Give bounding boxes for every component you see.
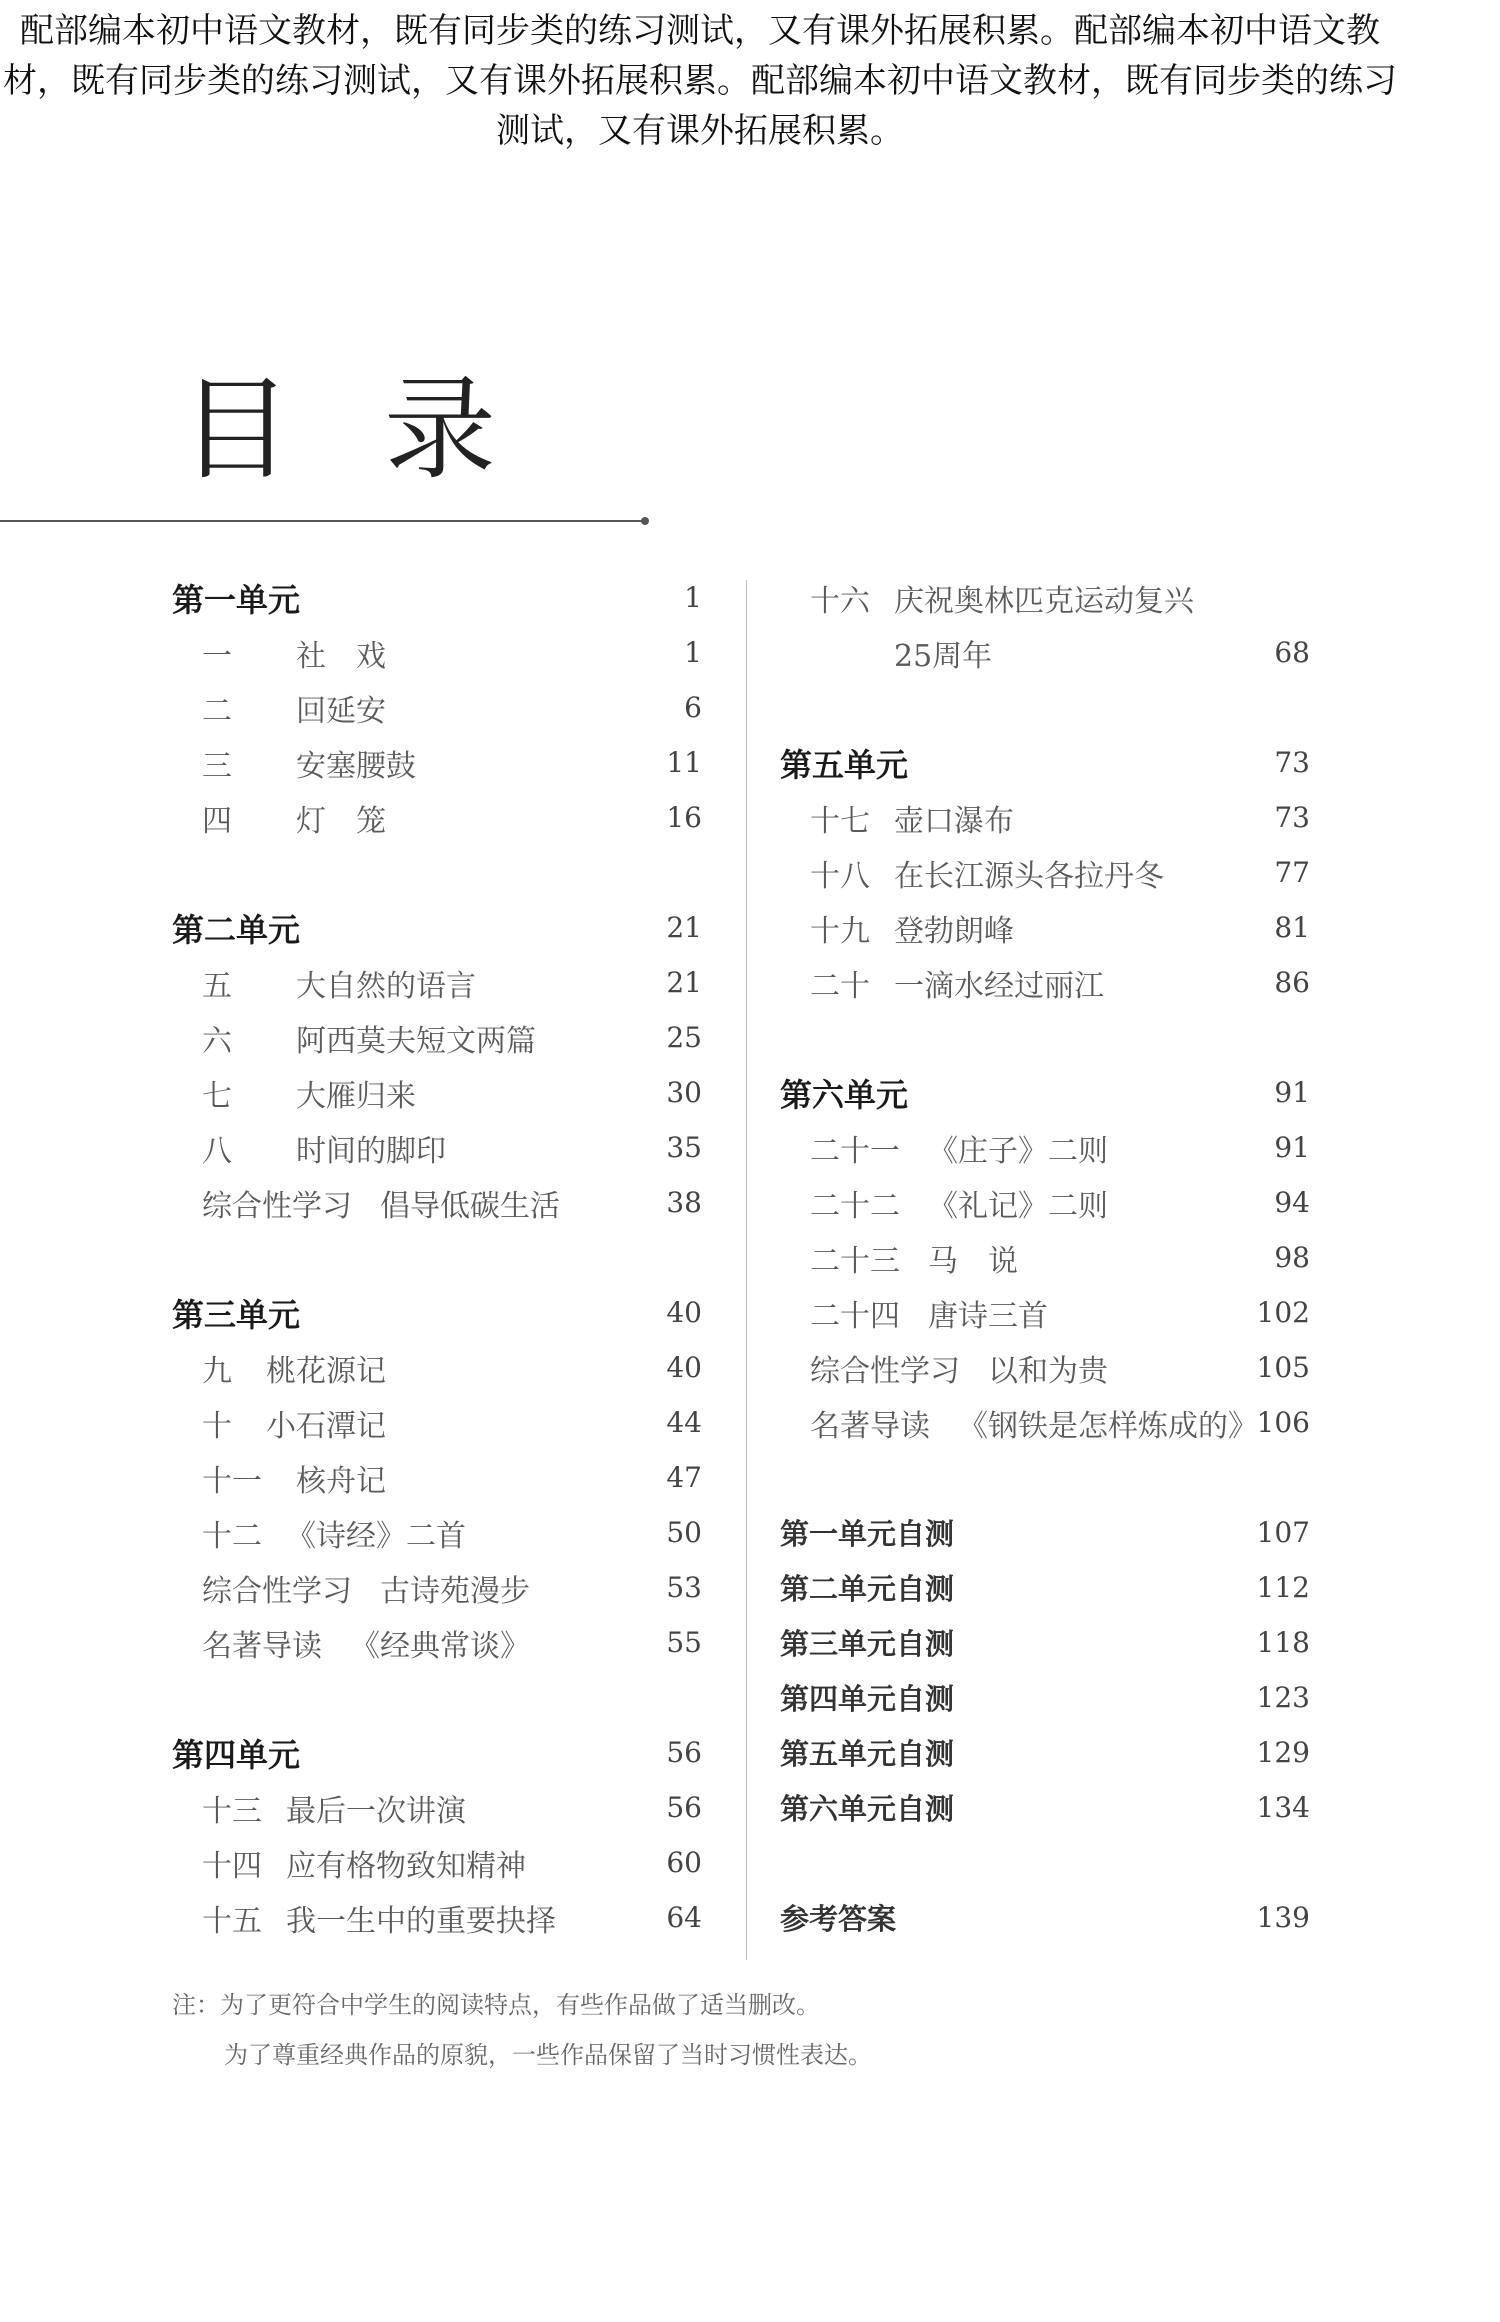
self-test-label: 第一单元自测 <box>780 1517 955 1551</box>
lesson-title: 《经典常谈》 <box>350 1628 530 1664</box>
toc-entry[interactable] <box>780 570 1310 625</box>
toc-entry[interactable] <box>172 1560 702 1615</box>
page-number: 16 <box>666 801 702 834</box>
toc-entry[interactable] <box>172 1065 702 1120</box>
lesson-number: 十九 <box>810 913 870 949</box>
section-type: 名著导读 <box>810 1408 930 1444</box>
toc-unit[interactable] <box>172 900 702 955</box>
spacer <box>172 845 702 900</box>
lesson-title: 倡导低碳生活 <box>380 1188 560 1224</box>
spacer <box>172 1670 702 1725</box>
toc-entry[interactable] <box>780 845 1310 900</box>
toc-entry[interactable] <box>172 625 702 680</box>
toc-entry-continued[interactable] <box>780 625 1310 680</box>
lesson-title: 一滴水经过丽江 <box>894 968 1104 1004</box>
section-type: 名著导读 <box>202 1628 322 1664</box>
page-number: 68 <box>1274 636 1310 669</box>
section-type: 综合性学习 <box>202 1188 352 1224</box>
spacer <box>780 1450 1310 1505</box>
page-number: 134 <box>1256 1791 1310 1824</box>
page-number: 55 <box>666 1626 702 1659</box>
lesson-title: 应有格物致知精神 <box>286 1848 526 1884</box>
lesson-title: 我一生中的重要抉择 <box>286 1903 556 1939</box>
toc-unit[interactable] <box>780 1065 1310 1120</box>
toc-entry[interactable] <box>172 735 702 790</box>
page-number: 53 <box>666 1571 702 1604</box>
banner-text: 配部编本初中语文教材，既有同步类的练习测试，又有课外拓展积累。配部编本初中语文教材，既有同步类的练习测试，又有课外拓展积累。配部编本初中语文教材，既有同步类的练习测试，又有课外拓展积累。 <box>3 11 1397 151</box>
toc-entry[interactable] <box>172 1120 702 1175</box>
toc-entry[interactable] <box>172 1890 702 1945</box>
lesson-number: 十三 <box>202 1793 262 1829</box>
self-test-label: 第五单元自测 <box>780 1737 955 1771</box>
page-number: 35 <box>666 1131 702 1164</box>
toc-unit[interactable] <box>780 735 1310 790</box>
toc-unit[interactable] <box>172 1285 702 1340</box>
lesson-title: 大雁归来 <box>296 1078 416 1114</box>
toc-entry[interactable] <box>172 790 702 845</box>
toc-entry[interactable] <box>172 1340 702 1395</box>
lesson-title: 马 说 <box>928 1243 1018 1279</box>
spacer <box>172 1230 702 1285</box>
unit-label: 第三单元 <box>172 1295 301 1334</box>
page-number: 30 <box>666 1076 702 1109</box>
lesson-title: 回延安 <box>296 693 386 729</box>
section-type: 综合性学习 <box>202 1573 352 1609</box>
page-number: 40 <box>666 1351 702 1384</box>
footnote-line-1: 注：为了更符合中学生的阅读特点，有些作品做了适当删改。 <box>172 1991 820 2019</box>
toc-entry[interactable] <box>172 1010 702 1065</box>
page-number: 60 <box>666 1846 702 1879</box>
section-type: 综合性学习 <box>810 1353 960 1389</box>
page-number: 64 <box>666 1901 702 1934</box>
lesson-title: 大自然的语言 <box>296 968 476 1004</box>
toc-entry[interactable] <box>780 900 1310 955</box>
lesson-number: 十 <box>202 1408 232 1444</box>
lesson-number: 二十四 <box>810 1298 900 1334</box>
lesson-number: 二十一 <box>810 1133 900 1169</box>
toc-right-column <box>780 570 1310 1945</box>
lesson-title: 最后一次讲演 <box>286 1793 466 1829</box>
page-number: 139 <box>1256 1901 1310 1934</box>
page-number: 91 <box>1274 1131 1310 1164</box>
page-number: 11 <box>666 746 702 779</box>
lesson-title: 《庄子》二则 <box>928 1133 1108 1169</box>
page-number: 73 <box>1274 801 1310 834</box>
lesson-title: 灯 笼 <box>296 803 386 839</box>
lesson-number: 十六 <box>810 583 870 619</box>
title-divider <box>0 520 648 522</box>
lesson-number: 七 <box>202 1078 232 1114</box>
toc-self-test[interactable] <box>780 1725 1310 1780</box>
toc-self-test[interactable] <box>780 1560 1310 1615</box>
lesson-number: 二十二 <box>810 1188 900 1224</box>
page-number: 50 <box>666 1516 702 1549</box>
footnote <box>172 1980 872 2080</box>
unit-label: 第四单元 <box>172 1735 301 1774</box>
unit-label: 第一单元 <box>172 580 301 619</box>
page-number: 106 <box>1256 1406 1310 1439</box>
toc-self-test[interactable] <box>780 1615 1310 1670</box>
toc-entry[interactable] <box>780 1120 1310 1175</box>
toc-unit[interactable] <box>172 1725 702 1780</box>
page-number: 44 <box>666 1406 702 1439</box>
toc-entry[interactable] <box>172 1505 702 1560</box>
spacer <box>780 1835 1310 1890</box>
page-number: 25 <box>666 1021 702 1054</box>
toc-unit[interactable] <box>172 570 702 625</box>
toc-answers[interactable] <box>780 1890 1310 1945</box>
lesson-number: 二 <box>202 693 232 729</box>
lesson-title: 古诗苑漫步 <box>380 1573 530 1609</box>
page-number: 6 <box>684 691 702 724</box>
lesson-title: 唐诗三首 <box>928 1298 1048 1334</box>
page-number: 107 <box>1256 1516 1310 1549</box>
lesson-title: 以和为贵 <box>988 1353 1108 1389</box>
lesson-title: 《诗经》二首 <box>286 1518 466 1554</box>
toc-self-test[interactable] <box>780 1505 1310 1560</box>
lesson-number: 九 <box>202 1353 232 1389</box>
toc-self-test[interactable] <box>780 1670 1310 1725</box>
toc-entry[interactable] <box>780 1395 1310 1450</box>
column-divider <box>746 580 747 1960</box>
self-test-label: 第四单元自测 <box>780 1682 955 1716</box>
lesson-title: 在长江源头各拉丹冬 <box>894 858 1164 894</box>
page-number: 56 <box>666 1736 702 1769</box>
toc-self-test[interactable] <box>780 1780 1310 1835</box>
toc-entry[interactable] <box>172 1780 702 1835</box>
lesson-title-continued: 25周年 <box>894 638 993 674</box>
unit-label: 第五单元 <box>780 745 909 784</box>
page-number: 105 <box>1256 1351 1310 1384</box>
lesson-number: 五 <box>202 968 232 1004</box>
toc-entry[interactable] <box>172 1395 702 1450</box>
lesson-title: 《钢铁是怎样炼成的》 <box>958 1408 1258 1444</box>
self-test-label: 第三单元自测 <box>780 1627 955 1661</box>
page-number: 91 <box>1274 1076 1310 1109</box>
self-test-label: 第六单元自测 <box>780 1792 955 1826</box>
lesson-number: 一 <box>202 638 232 674</box>
lesson-title: 桃花源记 <box>266 1353 386 1389</box>
toc-entry[interactable] <box>780 1340 1310 1395</box>
page-number: 129 <box>1256 1736 1310 1769</box>
lesson-number: 十七 <box>810 803 870 839</box>
lesson-number: 二十 <box>810 968 870 1004</box>
page-number: 118 <box>1256 1626 1310 1659</box>
page-number: 102 <box>1256 1296 1310 1329</box>
page-number: 112 <box>1256 1571 1310 1604</box>
lesson-number: 八 <box>202 1133 232 1169</box>
lesson-number: 二十三 <box>810 1243 900 1279</box>
lesson-title: 壶口瀑布 <box>894 803 1014 839</box>
answers-label: 参考答案 <box>780 1902 897 1936</box>
lesson-number: 三 <box>202 748 232 784</box>
toc-entry[interactable] <box>172 680 702 735</box>
lesson-number: 十八 <box>810 858 870 894</box>
page-number: 38 <box>666 1186 702 1219</box>
toc-entry[interactable] <box>780 1230 1310 1285</box>
toc-entry[interactable] <box>780 955 1310 1010</box>
page-number: 94 <box>1274 1186 1310 1219</box>
page-number: 47 <box>666 1461 702 1494</box>
page-number: 86 <box>1274 966 1310 999</box>
toc-entry[interactable] <box>172 1450 702 1505</box>
page-number: 1 <box>684 581 702 614</box>
unit-label: 第二单元 <box>172 910 301 949</box>
lesson-title: 庆祝奥林匹克运动复兴 <box>894 583 1194 619</box>
page-number: 123 <box>1256 1681 1310 1714</box>
lesson-number: 十五 <box>202 1903 262 1939</box>
toc-entry[interactable] <box>780 1175 1310 1230</box>
page-number: 73 <box>1274 746 1310 779</box>
lesson-title: 安塞腰鼓 <box>296 748 416 784</box>
page-number: 1 <box>684 636 702 669</box>
lesson-title: 时间的脚印 <box>296 1133 446 1169</box>
lesson-number: 六 <box>202 1023 232 1059</box>
lesson-title: 核舟记 <box>296 1463 386 1499</box>
page-number: 21 <box>666 911 702 944</box>
toc-entry[interactable] <box>172 1175 702 1230</box>
page-number: 40 <box>666 1296 702 1329</box>
footnote-line-2: 为了尊重经典作品的原貌，一些作品保留了当时习惯性表达。 <box>224 2041 872 2069</box>
lesson-title: 阿西莫夫短文两篇 <box>296 1023 536 1059</box>
toc-entry[interactable] <box>172 955 702 1010</box>
lesson-number: 十二 <box>202 1518 262 1554</box>
page-number: 21 <box>666 966 702 999</box>
title-divider-dot <box>641 517 649 525</box>
page-number: 56 <box>666 1791 702 1824</box>
page-title: 目录 <box>180 365 588 495</box>
toc-entry[interactable] <box>172 1615 702 1670</box>
toc-left-column <box>172 570 702 1945</box>
lesson-number: 十一 <box>202 1463 262 1499</box>
unit-label: 第六单元 <box>780 1075 909 1114</box>
lesson-number: 四 <box>202 803 232 839</box>
page-number: 77 <box>1274 856 1310 889</box>
page-number: 98 <box>1274 1241 1310 1274</box>
toc-entry[interactable] <box>172 1835 702 1890</box>
self-test-label: 第二单元自测 <box>780 1572 955 1606</box>
lesson-title: 登勃朗峰 <box>894 913 1014 949</box>
lesson-title: 《礼记》二则 <box>928 1188 1108 1224</box>
page-number: 81 <box>1274 911 1310 944</box>
spacer <box>780 1010 1310 1065</box>
spacer <box>780 680 1310 735</box>
toc-entry[interactable] <box>780 1285 1310 1340</box>
toc-entry[interactable] <box>780 790 1310 845</box>
lesson-title: 社 戏 <box>296 638 386 674</box>
lesson-number: 十四 <box>202 1848 262 1884</box>
lesson-title: 小石潭记 <box>266 1408 386 1444</box>
